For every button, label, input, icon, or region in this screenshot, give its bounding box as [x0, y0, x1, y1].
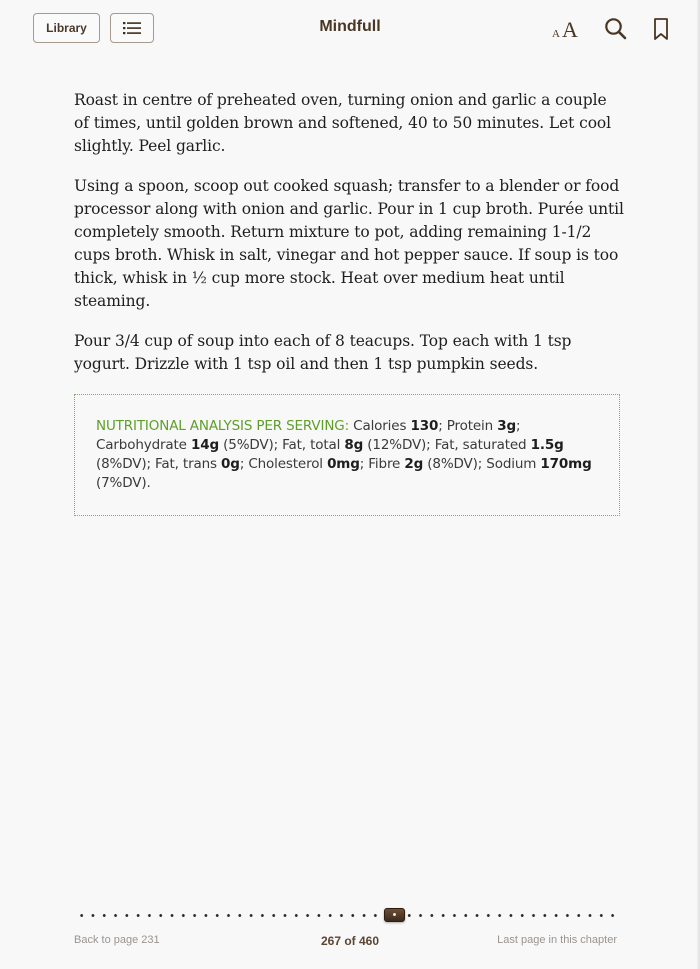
protein-label: Protein [446, 418, 494, 434]
fat-total-label: Fat, total [282, 437, 341, 453]
font-size-button[interactable] [550, 17, 584, 43]
sodium-dv: (7%DV) [96, 475, 147, 491]
bookmark-button[interactable] [648, 16, 674, 42]
library-button[interactable]: Library [33, 13, 100, 43]
fat-trans-value: 0g [221, 456, 240, 472]
fat-total-dv: (12%DV) [367, 437, 427, 453]
nutrition-heading: NUTRITIONAL ANALYSIS PER SERVING: [96, 418, 350, 434]
fat-total-value: 8g [344, 437, 364, 453]
fibre-dv: (8%DV) [427, 456, 478, 472]
calories-value: 130 [410, 418, 439, 434]
page-scrubber[interactable] [76, 908, 618, 922]
fat-trans-label: Fat, trans [155, 456, 217, 472]
table-of-contents-button[interactable] [110, 13, 154, 43]
scrubber-knob[interactable] [384, 908, 405, 922]
book-page-content [74, 89, 626, 393]
nutrition-box: NUTRITIONAL ANALYSIS PER SERVING: Calories 130; Protein 3g; Carbohydrate 14g (5%DV); Fat, total 8g (12%DV); Fat, saturated 1.5g (8%DV); Fat, trans 0g; Cholesterol 0mg; Fibre 2g (8%DV); Sodium 170mg (7%DV). [74, 394, 620, 516]
fat-saturated-dv: (8%DV) [96, 456, 147, 472]
carbohydrate-value: 14g [190, 437, 219, 453]
search-button[interactable] [603, 16, 629, 42]
bookmark-icon [648, 16, 674, 42]
scrubber-track[interactable] [76, 914, 618, 917]
fat-saturated-label: Fat, saturated [434, 437, 527, 453]
sodium-value: 170mg [540, 456, 592, 472]
fat-saturated-value: 1.5g [530, 437, 564, 453]
cholesterol-value: 0mg [327, 456, 360, 472]
fibre-label: Fibre [368, 456, 401, 472]
search-icon [603, 16, 629, 42]
fibre-value: 2g [404, 456, 424, 472]
paragraph-roast: Roast in centre of preheated oven, turning onion and garlic a couple of times, until golden brown and softened, 40 to 50 minutes. Let cool slightly. Peel garlic. [74, 91, 612, 155]
back-to-page-link[interactable]: Back to page 231 [74, 934, 160, 946]
protein-value: 3g [497, 418, 516, 434]
paragraph-puree: Using a spoon, scoop out cooked squash; transfer to a blender or food processor along with onion and garlic. Pour in 1 cup broth. Purée until completely smooth. Return mixture to pot, adding remaining 1-1/2 cups broth. Whisk in salt, vinegar and hot pepper sauce. If soup is too thick, whisk in ½ cup more stock. Heat over medium heat until steaming. [74, 177, 624, 310]
cholesterol-label: Cholesterol [248, 456, 323, 472]
calories-label: Calories [353, 418, 407, 434]
list-icon [123, 21, 141, 35]
carbohydrate-label: Carbohydrate [96, 437, 187, 453]
book-title: Mindfull [319, 18, 381, 35]
sodium-label: Sodium [486, 456, 537, 472]
paragraph-serve: Pour 3/4 cup of soup into each of 8 teacups. Top each with 1 tsp yogurt. Drizzle with 1 tsp oil and then 1 tsp pumpkin seeds. [74, 332, 572, 373]
carbohydrate-dv: (5%DV) [223, 437, 274, 453]
font-size-large-glyph: A [562, 17, 578, 42]
font-size-small-glyph: A [552, 28, 560, 40]
page-count: 267 of 460 [320, 934, 380, 948]
last-page-in-chapter-label: Last page in this chapter [497, 934, 617, 946]
